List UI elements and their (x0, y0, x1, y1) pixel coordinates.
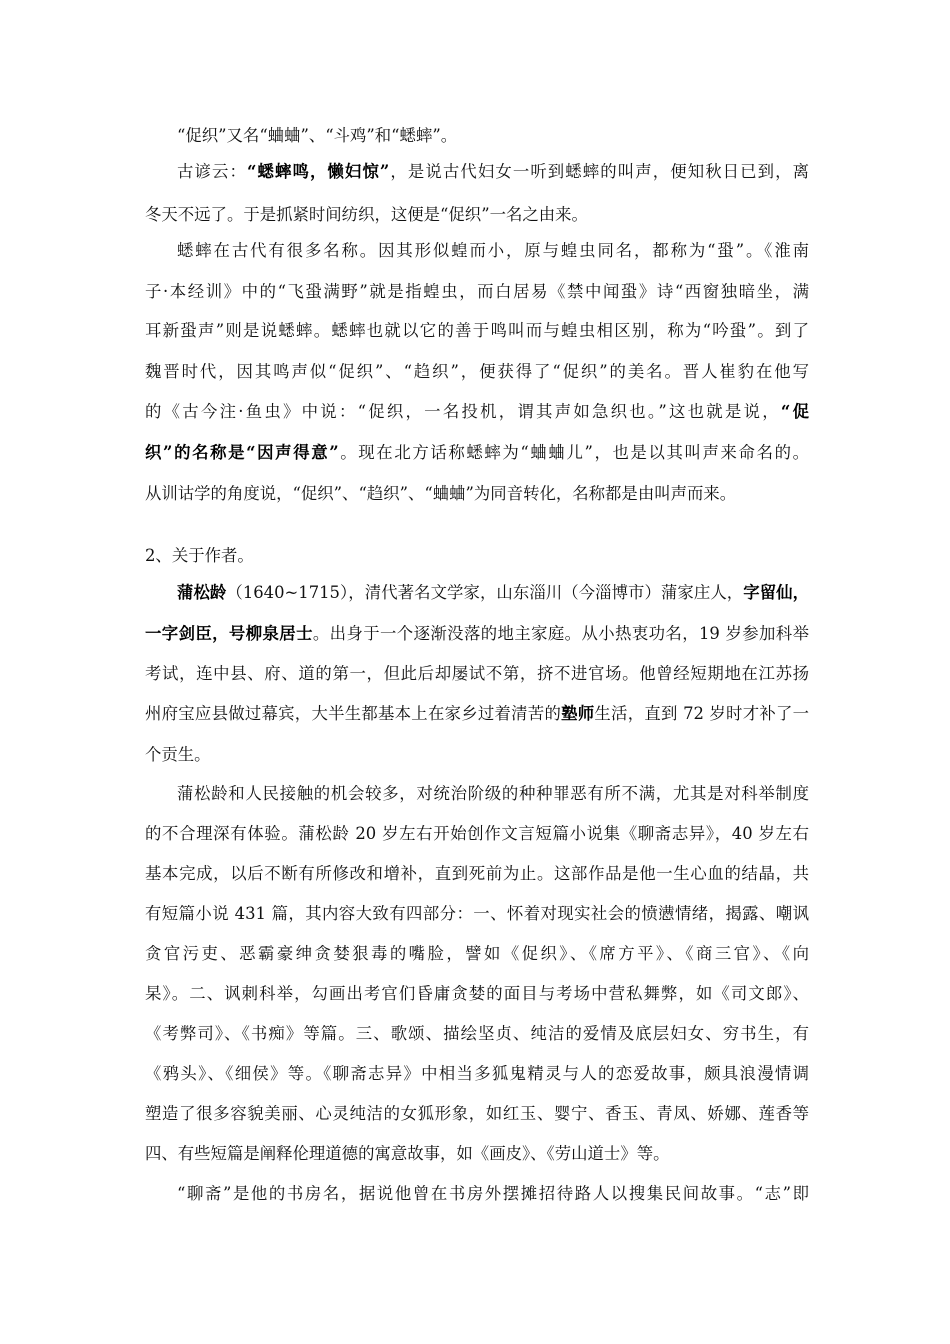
bold-run: “促 (780, 402, 809, 421)
para3-line5 (145, 401, 809, 423)
para5-line8 (145, 1063, 809, 1085)
text-run: 蟋蟀在古代有很多名称。因其形似蝗而小，原与蝗虫同名，都称为“蛩”。《淮南 (177, 241, 809, 260)
text-run: 有短篇小说 431 篇，其内容大致有四部分：一、怀着对现实社会的愤懑情绪，揭露、嘲讽 (145, 904, 809, 923)
text-run: 耳新蛩声”则是说蟋蟀。蟋蟀也就以它的善于鸣叫而与蝗虫相区别，称为“吟蛩”。到了 (145, 321, 809, 340)
heading-text: 2、关于作者。 (145, 546, 254, 565)
section-heading-author (145, 545, 809, 567)
text-run: 冬天不远了。于是抓紧时间纺织，这便是“促织”一名之由来。 (145, 205, 588, 224)
text-run: 《考弊司》、《书痴》等篇。三、歌颂、描绘坚贞、纯洁的爱情及底层妇女、穷书生，有 (145, 1024, 809, 1043)
para3-line3 (145, 320, 809, 342)
para5-line5 (145, 943, 809, 965)
text-run: 从训诂学的角度说，“促织”、“趋织”、“蛐蛐”为同音转化，名称都是由叫声而来。 (145, 484, 737, 503)
text-run: 个贡生。 (145, 745, 211, 764)
para3-line7 (145, 483, 809, 505)
text-run: 贪官污吏、恶霸豪绅贪婪狠毒的嘴脸，譬如《促织》、《席方平》、《商三官》、《向 (145, 944, 809, 963)
para2-line2 (145, 204, 809, 226)
para5-line2 (145, 823, 809, 845)
text-run: 基本完成，以后不断有所修改和增补，直到死前为止。这部作品是他一生心血的结晶，共 (145, 864, 809, 883)
para3-line1 (177, 240, 809, 262)
para2-line1 (177, 161, 809, 183)
para1-line1 (177, 125, 809, 147)
para5-line6 (145, 983, 809, 1005)
text-run: 塑造了很多容貌美丽、心灵纯洁的女狐形象，如红玉、婴宁、香玉、青凤、娇娜、莲香等 (145, 1104, 809, 1123)
text-run: 的不合理深有体验。蒲松龄 20 岁左右开始创作文言短篇小说集《聊斋志异》，40 岁左右 (145, 824, 809, 843)
para3-line6 (145, 442, 809, 464)
text-run: （1640~1715），清代著名文学家，山东淄川（今淄博市）蒲家庄人， (226, 583, 744, 602)
text-run: 。现在北方话称蟋蟀为“蛐蛐儿”，也是以其叫声来命名的。 (338, 443, 809, 462)
bold-run: 塾师 (561, 704, 595, 723)
para4-line4 (145, 703, 809, 725)
para4-line1 (177, 582, 809, 604)
para3-line4 (145, 361, 809, 383)
text-run: 子·本经训》中的“飞蛩满野”就是指蝗虫，而白居易《禁中闻蛩》诗“西窗独暗坐，满 (145, 282, 809, 301)
para3-line2 (145, 281, 809, 303)
text-run: “聊斋”是他的书房名，据说他曾在书房外摆摊招待路人以搜集民间故事。“志”即 (177, 1184, 809, 1203)
bold-run: 织”的名称是“因声得意” (145, 443, 339, 462)
text-run: ，是说古代妇女一听到蟋蟀的叫声，便知秋日已到，离 (389, 162, 809, 181)
text-run: 。出身于一个逐渐没落的地主家庭。从小热衷功名，19 岁参加科举 (312, 624, 809, 643)
para4-line2 (145, 623, 809, 645)
text-run: 生活，直到 72 岁时才补了一 (594, 704, 809, 723)
text-run: 四、有些短篇是阐释伦理道德的寓意故事，如《画皮》、《劳山道士》等。 (145, 1144, 670, 1163)
bold-run: 一字剑臣，号柳泉居士 (145, 624, 313, 643)
text-run: 考试，连中县、府、道的第一，但此后却屡试不第，挤不进官场。他曾经短期地在江苏扬 (145, 664, 809, 683)
text-run: 蒲松龄和人民接触的机会较多，对统治阶级的种种罪恶有所不满，尤其是对科举制度 (177, 784, 809, 803)
text-run: 杲》。二、讽刺科举，勾画出考官们昏庸贪婪的面目与考场中营私舞弊，如《司文郎》、 (145, 984, 809, 1003)
para4-line5 (145, 744, 809, 766)
para5-line1 (177, 783, 809, 805)
para4-line3 (145, 663, 809, 685)
text-run: 魏晋时代，因其鸣声似“促织”、“趋织”，便获得了“促织”的美名。晋人崔豹在他写 (145, 362, 809, 381)
para5-line3 (145, 863, 809, 885)
author-name-bold: 蒲松龄 (177, 583, 227, 602)
text-run: 州府宝应县做过幕宾，大半生都基本上在家乡过着清苦的 (145, 704, 562, 723)
para5-line7 (145, 1023, 809, 1045)
text-run: 古谚云： (177, 162, 247, 181)
text-run: 的《古今注·鱼虫》中说：“促织，一名投机，谓其声如急织也。”这也就是说， (145, 402, 781, 421)
text-run: 《鸦头》、《细侯》等。《聊斋志异》中相当多狐鬼精灵与人的恋爱故事，颇具浪漫情调 (145, 1064, 809, 1083)
bold-run: 字留仙， (743, 583, 809, 602)
text-run: “促织”又名“蛐蛐”、“斗鸡”和“蟋蟀”。 (177, 126, 458, 145)
proverb-bold: “蟋蟀鸣，懒妇惊” (246, 162, 390, 181)
para5-line4 (145, 903, 809, 925)
para5-line9 (145, 1103, 809, 1125)
para5-line10 (145, 1143, 809, 1165)
para6-line1 (177, 1183, 809, 1205)
